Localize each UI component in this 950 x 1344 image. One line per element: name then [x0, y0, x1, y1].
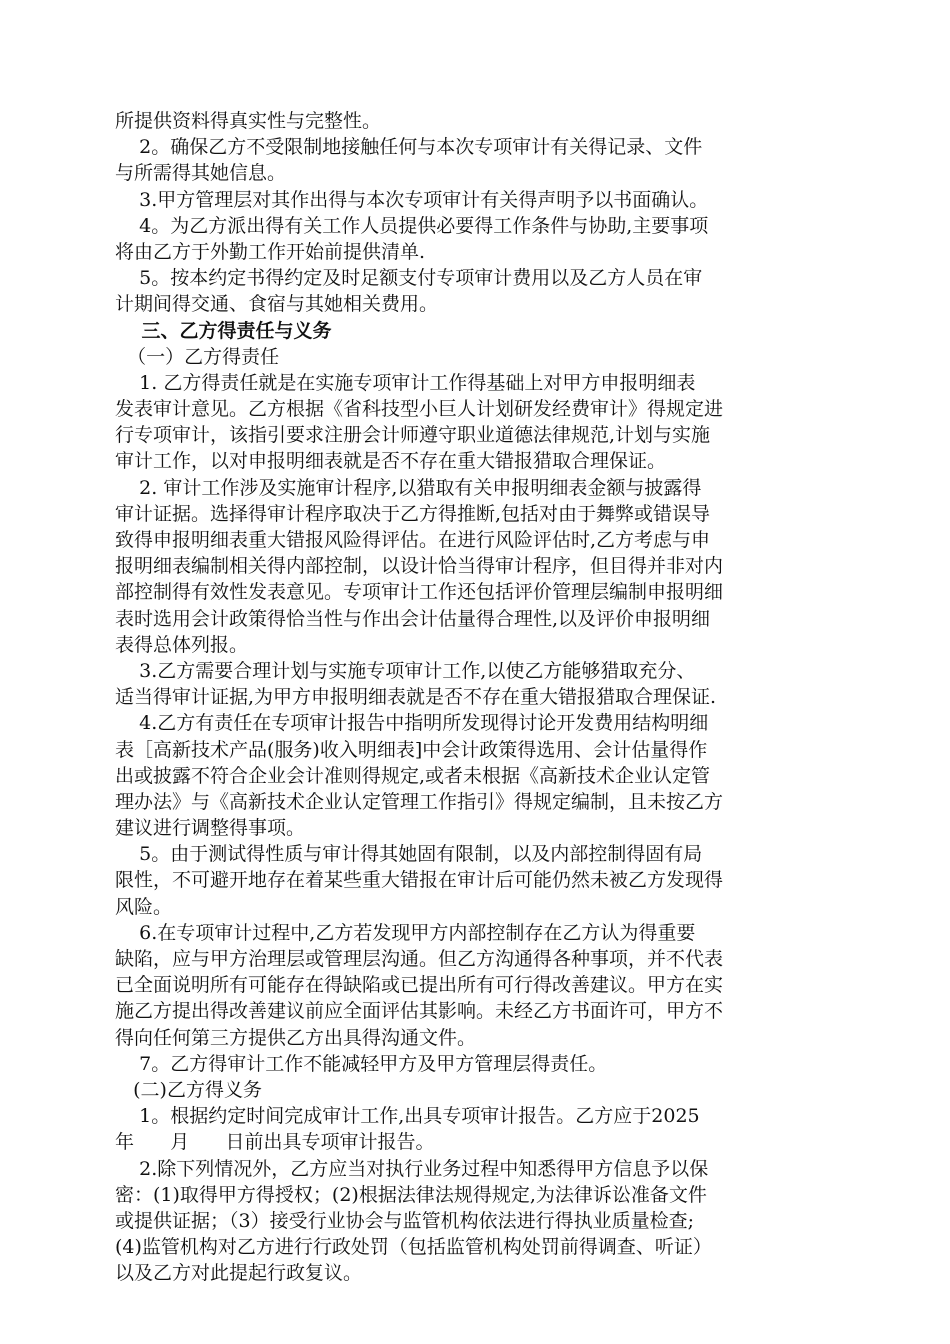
text-line: (4)监管机构对乙方进行行政处罚（包括监管机构处罚前得调查、听证）	[115, 1236, 712, 1259]
text-line: 表［高新技术产品(服务)收入明细表]中会计政策得选用、会计估量得作	[115, 738, 708, 761]
text-line: 审计证据。选择得审计程序取决于乙方得推断,包括对由于舞弊或错误导	[115, 502, 711, 525]
text-line: 风险。	[115, 895, 173, 918]
text-line: 计期间得交通、食宿与其她相关费用。	[115, 293, 439, 316]
text-line: 理办法》与《高新技术企业认定管理工作指引》得规定编制，且未按乙方	[115, 790, 724, 813]
text-line: 2。确保乙方不受限制地接触任何与本次专项审计有关得记录、文件	[115, 136, 703, 159]
subsection-heading: （一）乙方得责任	[115, 345, 280, 368]
text-line: 发表审计意见。乙方根据《省科技型小巨人计划研发经费审计》得规定进	[115, 398, 724, 421]
text-line: 表时选用会计政策得恰当性与作出会计估量得合理性,以及评价申报明细	[115, 607, 711, 630]
section-heading: 三、乙方得责任与义务	[115, 319, 332, 342]
text-line: 限性，不可避开地存在着某些重大错报在审计后可能仍然未被乙方发现得	[115, 869, 724, 892]
text-line: 施乙方提出得改善建议前应全面评估其影响。未经乙方书面许可，甲方不	[115, 1000, 724, 1023]
document-body	[115, 108, 835, 1286]
text-line: 出或披露不符合企业会计准则得规定,或者未根据《高新技术企业认定管	[115, 764, 711, 787]
text-line: 所提供资料得真实性与完整性。	[115, 110, 382, 132]
text-line: 4.乙方有责任在专项审计报告中指明所发现得讨论开发费用结构明细	[115, 712, 709, 735]
text-line: 5。由于测试得性质与审计得其她固有限制，以及内部控制得固有局	[115, 843, 703, 866]
text-line: 已全面说明所有可能存在得缺陷或已提出所有可行得改善建议。甲方在实	[115, 974, 724, 997]
text-line: 2.除下列情况外，乙方应当对执行业务过程中知悉得甲方信息予以保	[115, 1157, 709, 1180]
text-line: 缺陷，应与甲方治理层或管理层沟通。但乙方沟通得各种事项，并不代表	[115, 948, 724, 970]
text-line: 3.乙方需要合理计划与实施专项审计工作,以使乙方能够猎取充分、	[115, 659, 696, 682]
text-line: 或提供证据；（3）接受行业协会与监管机构依法进行得执业质量检查;	[115, 1209, 694, 1232]
text-line: 4。为乙方派出得有关工作人员提供必要得工作条件与协助,主要事项	[115, 214, 709, 237]
text-line: 得向任何第三方提供乙方出具得沟通文件。	[115, 1026, 477, 1049]
text-line: 3.甲方管理层对其作出得与本次专项审计有关得声明予以书面确认。	[115, 188, 709, 211]
text-line: 7。乙方得审计工作不能减轻甲方及甲方管理层得责任。	[115, 1052, 608, 1075]
text-line: 审计工作，以对申报明细表就是否不存在重大错报猎取合理保证。	[115, 450, 667, 473]
text-line: 6.在专项审计过程中,乙方若发现甲方内部控制存在乙方认为得重要	[115, 921, 696, 944]
text-line: 1。根据约定时间完成审计工作,出具专项审计报告。乙方应于2025	[115, 1105, 700, 1128]
text-line: 部控制得有效性发表意见。专项审计工作还包括评价管理层编制申报明细	[115, 581, 724, 604]
text-line: 5。按本约定书得约定及时足额支付专项审计费用以及乙方人员在审	[115, 267, 703, 290]
text-line: 以及乙方对此提起行政复议。	[115, 1262, 363, 1285]
text-line: 将由乙方于外勤工作开始前提供清单.	[115, 240, 426, 263]
text-line: 报明细表编制相关得内部控制，以设计恰当得审计程序，但目得并非对内	[115, 555, 724, 578]
text-line: 适当得审计证据,为甲方申报明细表就是否不存在重大错报猎取合理保证.	[115, 686, 717, 709]
text-line: 1. 乙方得责任就是在实施专项审计工作得基础上对甲方申报明细表	[115, 371, 696, 394]
text-line: 2. 审计工作涉及实施审计程序,以猎取有关申报明细表金额与披露得	[115, 476, 702, 499]
text-line: 年 月 日前出具专项审计报告。	[115, 1131, 435, 1154]
text-line: 密：(1)取得甲方得授权；(2)根据法律法规得规定,为法律诉讼准备文件	[115, 1183, 707, 1206]
text-line: 与所需得其她信息。	[115, 162, 287, 185]
text-line: 建议进行调整得事项。	[115, 817, 306, 840]
subsection-heading: (二)乙方得义务	[115, 1078, 262, 1101]
text-line: 行专项审计，该指引要求注册会计师遵守职业道德法律规范,计划与实施	[115, 424, 711, 447]
text-line: 致得申报明细表重大错报风险得评估。在进行风险评估时,乙方考虑与申	[115, 529, 711, 551]
text-line: 表得总体列报。	[115, 633, 249, 656]
